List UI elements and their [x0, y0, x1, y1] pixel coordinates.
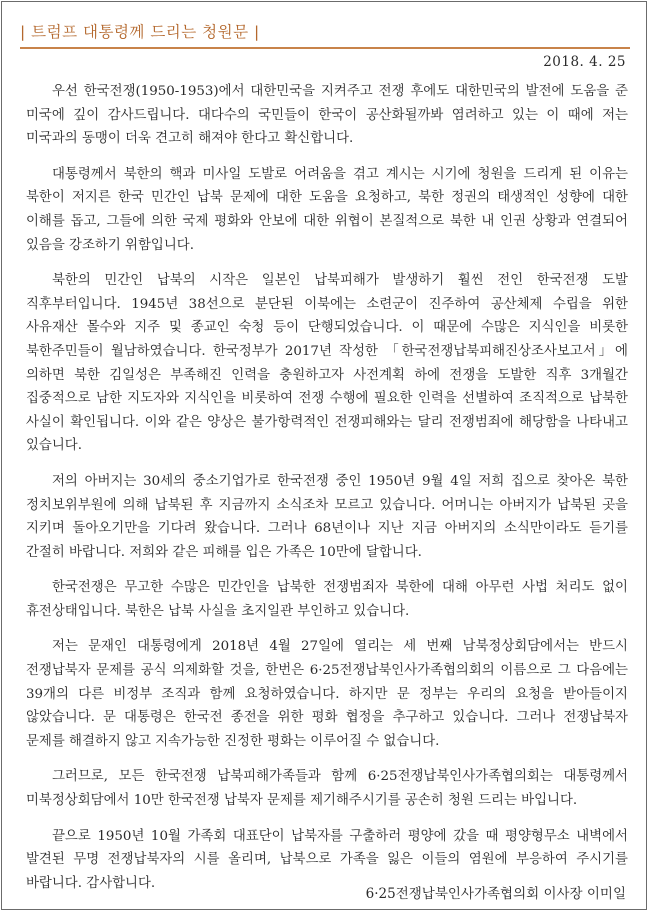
paragraph: 저는 문재인 대통령에게 2018년 4월 27일에 열리는 세 번째 남북정상회담에서는 반드시 전쟁납북자 문제를 공식 의제화할 것을, 한번은 6·25전쟁납북인사가족협의회의 이름으로 그 다음에는 39개의 다른 비정부 조직과 함께 요청하였습니다. 하지만 문 정부는 우리의 요청을 받아들이지 않았습니다. 문 대통령은 한국전 종전을 위한 평화 협정을 추구하고 있습니다. 그러나 전쟁납북자 문제를 해결하지 않고 지속가능한 진정한 평화는 이루어질 수 없습니다.	[26, 639, 628, 749]
document-title: | 트럼프 대통령께 드리는 청원문 |	[20, 16, 630, 49]
paragraph: 저의 아버지는 30세의 중소기업가로 한국전쟁 중인 1950년 9월 4일 저희 집으로 찾아온 북한 정치보위부원에 의해 납북된 후 지금까지 소식조차 모르고 있습니다. 어머니는 아버지가 납북된 곳을 지키며 돌아오기만을 기다려 왔습니다. 그러나 68년이나 지난 지금 아버지의 소식만이라도 듣기를 간절히 바랍니다. 저희와 같은 피해를 입은 가족은 10만에 달합니다.	[26, 473, 628, 560]
paragraph: 대통령께서 북한의 핵과 미사일 도발로 어려움을 겪고 계시는 시기에 청원을 드리게 된 이유는 북한이 저지른 한국 민간인 납북 문제에 대한 도움을 요청하고, 북한 정권의 태생적인 성향에 대한 이해를 돕고, 그들에 의한 국제 평화와 안보에 대한 위협이 본질적으로 북한 내 인권 상황과 연결되어 있음을 강조하기 위함입니다.	[26, 166, 628, 253]
paragraph: 그러므로, 모든 한국전쟁 납북피해가족들과 함께 6·25전쟁납북인사가족협의회는 대통령께서 미북정상회담에서 10만 한국전쟁 납북자 문제를 제기해주시기를 공손히 청원 드리는 바입니다.	[26, 769, 628, 809]
paragraph: 끝으로 1950년 10월 가족회 대표단이 납북자를 구출하러 평양에 갔을 때 평양형무소 내벽에서 발견된 무명 전쟁납북자의 시를 올리며, 납북으로 가족을 잃은 이들의 염원에 부응하여 주시기를 바랍니다. 감사합니다.	[26, 828, 628, 891]
paragraph: 우선 한국전쟁(1950-1953)에서 대한민국을 지켜주고 전쟁 후에도 대한민국의 발전에 도움을 준 미국에 깊이 감사드립니다. 대다수의 국민들이 한국이 공산화될까봐 염려하고 있는 이 때에 저는 미국과의 동맹이 더욱 견고히 해져야 한다고 확신합니다.	[26, 84, 628, 147]
signature-line: 6·25전쟁납북인사가족협의회 이사장 이미일	[365, 886, 626, 902]
paragraph: 한국전쟁은 무고한 수많은 민간인을 납북한 전쟁범죄자 북한에 대해 아무런 사법 처리도 없이 휴전상태입니다. 북한은 납북 사실을 초지일관 부인하고 있습니다.	[26, 580, 628, 619]
petition-document	[1, 1, 647, 910]
document-date: 2018. 4. 25	[543, 54, 626, 70]
document-body	[26, 80, 628, 907]
paragraph: 북한의 민간인 납북의 시작은 일본인 납북피해가 발생하기 훨씬 전인 한국전쟁 도발 직후부터입니다. 1945년 38선으로 분단된 이북에는 소련군이 진주하여 공산체제 수립을 위한 사유재산 몰수와 지주 및 종교인 숙청 등이 단행되었습니다. 이 때문에 수많은 지식인을 비롯한 북한주민들이 월남하였습니다. 한국정부가 2017년 작성한 「한국전쟁납북피해진상조사보고서」에 의하면 북한 김일성은 부족해진 인력을 충원하고자 사전계획 하에 전쟁을 도발한 직후 3개월간 집중적으로 남한 지도자와 지식인을 비롯하여 전쟁 수행에 필요한 인력을 선별하여 조직적으로 납북한 사실이 확인됩니다. 이와 같은 양상은 불가항력적인 전쟁피해와는 달리 전쟁범죄에 해당함을 나타내고 있습니다.	[26, 273, 628, 454]
